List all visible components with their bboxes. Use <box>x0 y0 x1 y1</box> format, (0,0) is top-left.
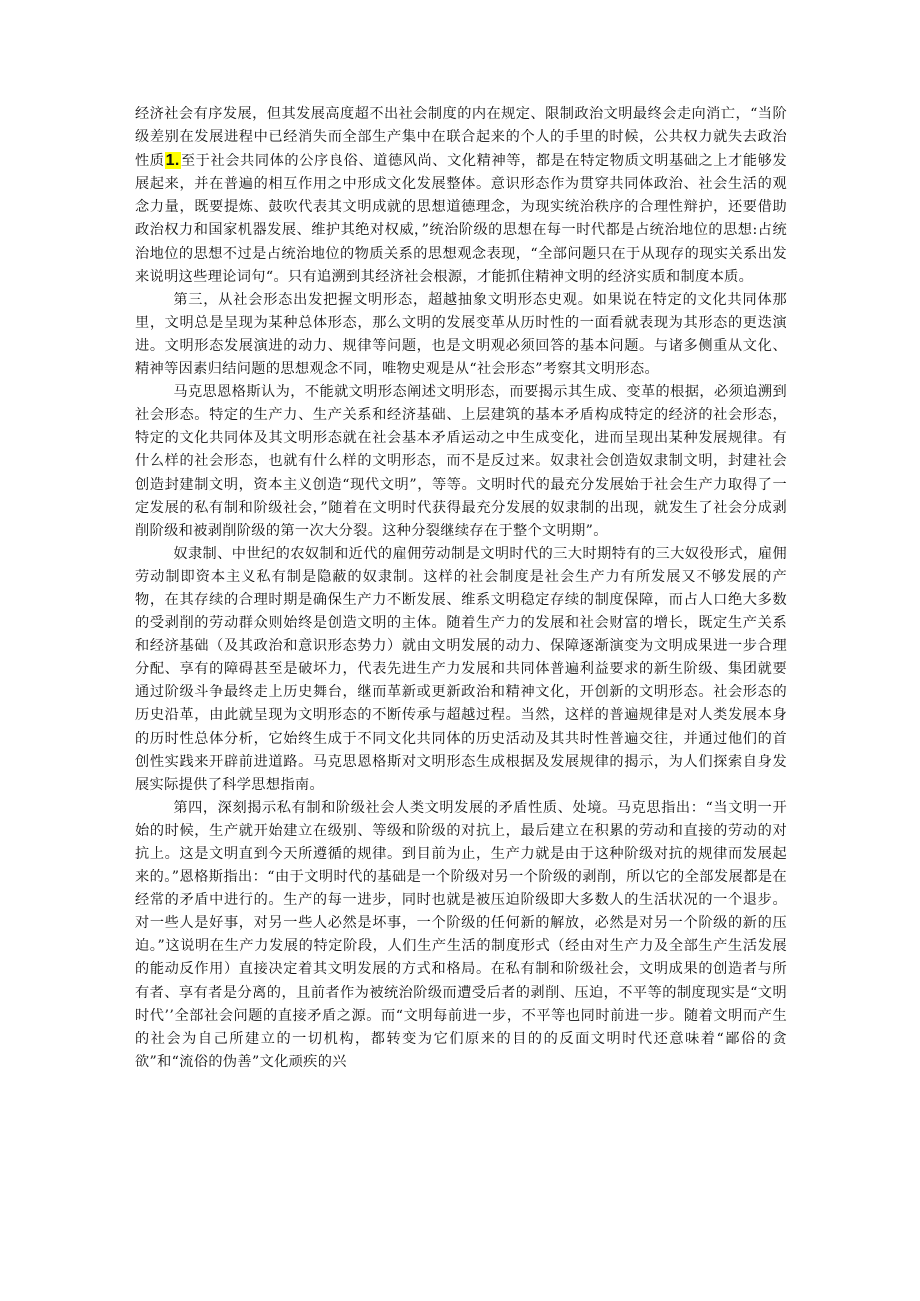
document-page <box>135 103 787 1074</box>
paragraph-4: 奴隶制、中世纪的农奴制和近代的雇佣劳动制是文明时代的三大时期特有的三大奴役形式，雇佣劳动制即资本主义私有制是隐蔽的奴隶制。这样的社会制度是社会生产力有所发展又不够发展的产物，在其存续的合理时期是确保生产力不断发展、维系文明稳定存续的制度保障，而占人口绝大多数的受剥削的劳动群众则始终是创造文明的主体。随着生产力的发展和社会财富的增长，既定生产关系和经济基础（及其政治和意识形态势力）就由文明发展的动力、保障逐渐演变为文明成果进一步合理分配、享有的障碍甚至是破坏力，代表先进生产力发展和共同体普遍利益要求的新生阶级、集团就要通过阶级斗争最终走上历史舞台，继而革新或更新政治和精神文化，开创新的文明形态。社会形态的历史沿革，由此就呈现为文明形态的不断传承与超越过程。当然，这样的普遍规律是对人类发展本身的历时性总体分析，它始终生成于不同文化共同体的历史活动及其共时性普遍交往，并通过他们的首创性实践来开辟前进道路。马克思恩格斯对文明形态生成根据及发展规律的揭示，为人们探索自身发展实际提供了科学思想指南。 <box>135 545 787 793</box>
footnote-marker-highlight[interactable]: 1. <box>165 152 180 170</box>
paragraph-1-text-after: 至于社会共同体的公序良俗、道德风尚、文化精神等，都是在特定物质文明基础之上才能够发展起来，并在普遍的相互作用之中形成文化发展整体。意识形态作为贯穿共同体政治、社会生活的观念力量，既要提炼、鼓吹代表其文明成就的思想道德理念，为现实统治秩序的合理性辩护，还要借助政治权力和国家机器发展、维护其绝对权威，”统治阶级的思想在每一时代都是占统治地位的思想:占统治地位的思想不过是占统治地位的物质关系的思想观念表现，“全部问题只在于从现存的现实关系出发来说明这些理论词句“。只有追溯到其经济社会根源，才能抓住精神文明的经济实质和制度本质。 <box>135 153 788 285</box>
paragraph-2: 第三，从社会形态出发把握文明形态，超越抽象文明形态史观。如果说在特定的文化共同体那里，文明总是呈现为某种总体形态，那么文明的发展变革从历时性的一面看就表现为其形态的更迭演进。文明形态发展演进的动力、规律等问题，也是文明观必须回答的基本问题。与诸多侧重从文化、精神等因素归结问题的思想观念不同，唯物史观是从“社会形态”考察其文明形态。 <box>135 291 787 378</box>
paragraph-3: 马克思恩格斯认为，不能就文明形态阐述文明形态，而要揭示其生成、变革的根据，必须追溯到社会形态。特定的生产力、生产关系和经济基础、上层建筑的基本矛盾构成特定的经济的社会形态，特定的文化共同体及其文明形态就在社会基本矛盾运动之中生成变化，进而呈现出某种发展规律。有什么样的社会形态，也就有什么样的文明形态，而不是反过来。奴隶社会创造奴隶制文明，封建社会创造封建制文明，资本主义创造“现代文明”，等等。文明时代的最充分发展始于社会生产力取得了一定发展的私有制和阶级社会，”随着在文明时代获得最充分发展的奴隶制的出现，就发生了社会分成剥削阶级和被剥削阶级的第一次大分裂。这种分裂继续存在于整个文明期”。 <box>135 384 787 539</box>
paragraph-5: 第四，深刻揭示私有制和阶级社会人类文明发展的矛盾性质、处境。马克思指出：“当文明一开始的时候，生产就开始建立在级别、等级和阶级的对抗上，最后建立在积累的劳动和直接的劳动的对抗上。这是文明直到今天所遵循的规律。到目前为止，生产力就是由于这种阶级对抗的规律而发展起来的。”恩格斯指出：“由于文明时代的基础是一个阶级对另一个阶级的剥削，所以它的全部发展都是在经常的矛盾中进行的。生产的每一进步，同时也就是被压迫阶级即大多数人的生活状况的一个退步。对一些人是好事，对另一些人必然是坏事，一个阶级的任何新的解放，必然是对另一个阶级的新的压迫。”这说明在生产力发展的特定阶段，人们生产生活的制度形式（经由对生产力及全部生产生活发展的能动反作用）直接决定着其文明发展的方式和格局。在私有制和阶级社会，文明成果的创造者与所有者、享有者是分离的，且前者作为被统治阶级而遭受后者的剥削、压迫，不平等的制度现实是“文明时代’’全部社会问题的直接矛盾之源。而“文明每前进一步，不平等也同时前进一步。随着文明而产生的社会为自己所建立的一切机构，都转变为它们原来的目的的反面文明时代还意味着“鄙俗的贪欲”和“流俗的伪善”文化顽疾的兴 <box>135 799 787 1070</box>
paragraph-1 <box>135 103 787 289</box>
paragraph-1-text-before: 经济社会有序发展，但其发展高度超不出社会制度的内在规定、限制政治文明最终会走向消亡，“当阶级差别在发展进程中已经消失而全部生产集中在联合起来的个人的手里的时候，公共权力就失去政治性质 <box>135 106 787 170</box>
